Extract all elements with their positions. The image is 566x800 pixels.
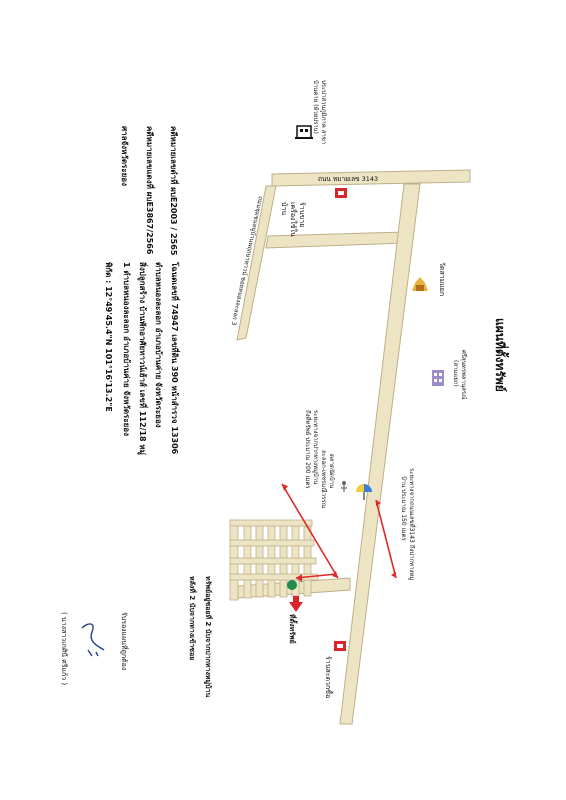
property-label: ที่ตั้งทรัพย์ [288, 614, 296, 644]
case-black-number: คดีหมายเลขดำที่ ผบE2003 / 2565 [169, 126, 178, 256]
road-right [340, 184, 420, 724]
case-red-number: คดีหมายเลขแดงที่ ผบE3867/2566 [145, 126, 154, 255]
school-icon [432, 370, 444, 386]
soi-label: ถนนชุมชนหมู่บ้านพฤกษาทาวน์ ซอยหนองละลอก 3 [229, 195, 264, 326]
market-label-2: ละลอก-เพชรมณีวรรณ [320, 450, 327, 509]
building-line: สิ่งปลูกสร้าง บ้านพักอาศัยทาวน์เฮ้าส์ เลขที่ 112/18 หมู่ [138, 262, 147, 455]
landmark-school [432, 350, 468, 400]
road-network [230, 170, 470, 724]
distance-1-line-1: ระยะทางจากปากทางหมู่บ้าน [312, 410, 319, 485]
landmark-convenience-store [324, 641, 346, 698]
shop-label-2: เครื่องใช้ใน [289, 202, 297, 237]
building-icon [295, 126, 313, 139]
deed-info [104, 261, 181, 455]
landmark-market [320, 450, 372, 509]
landmark-shop [280, 188, 347, 237]
subdistrict-line: ตำบลหนองละลอก อำเภอบ้านค่าย จังหวัดระยอง [154, 262, 163, 428]
waterworks-label-1: ประปาส่วนภูมิภาค สาขา [320, 80, 327, 145]
distance-2-line-2: บ้าน ประมาณ 150 เมตร [400, 476, 407, 541]
landmark-temple [412, 262, 446, 296]
property-desc-2: หลังที่ 2 นับจากทางเข้าซอย [188, 576, 196, 661]
convenience-store-icon [335, 188, 347, 198]
deed-line: โฉนดเลขที่ 74947 เลขที่ดิน 390 หน้าสำรวจ 13306 [170, 262, 179, 455]
property-desc-1: ทรัพย์อยู่ซอยที่ 2 นับจากปากทางหมู่บ้าน [204, 576, 212, 698]
signer-name: ( นางสาวเกศินี ศรีแก้ว ) [60, 612, 68, 686]
map-title: แผนที่ตั้งทรัพย์ [493, 318, 507, 392]
distance-2-arrow [376, 500, 396, 578]
school-label: ศรีสุนทรพลานุสรณ์ [460, 350, 467, 400]
market-label-1: ตลาดนัดบ้าน [328, 454, 335, 489]
certify-text: รับรองแผนที่ถูกต้อง [120, 612, 128, 671]
road-connector [266, 232, 405, 248]
distance-1-line-2: ถึงที่ทรัพย์ ประมาณ 200 เมตร [304, 410, 311, 489]
store-icon [334, 641, 346, 651]
shop-label-3: บ้าน [280, 202, 288, 216]
case-info [120, 126, 180, 256]
signature-mark [82, 624, 104, 656]
market-people-icon [341, 481, 347, 492]
distance-2-line-1: ระยะทางจากถนนเลขที่3143 ถึงปากทางหมู่ [408, 468, 415, 581]
property-arrow-icon [289, 596, 303, 612]
convenience-store-label: ร้านสะดวกซื้อ [324, 656, 332, 699]
address-line: 1 ตำบลหนองละลอก อำเภอบ้านค่าย จังหวัดระยอง [122, 262, 131, 437]
property-pin-icon [287, 580, 297, 590]
school-sub-label: (สามแยก) [452, 360, 459, 387]
temple-icon [412, 277, 428, 291]
road-3143-label: ถนน หมายเลข 3143 [318, 175, 379, 183]
temple-label: วัดสามแยก [438, 262, 446, 297]
landmark-waterworks [295, 80, 327, 144]
distance-2-arrowhead-b [391, 572, 396, 578]
waterworks-label-2: บ้านค่าย (ห้วยปราบ) [312, 80, 319, 134]
shop-label-1: ร้านขาย [298, 202, 306, 228]
court-name: ศาลจังหวัดระยอง [120, 126, 129, 187]
coordinates: พิกัด : 12°49'45.4"N 101°16'13.2"E [104, 262, 113, 412]
